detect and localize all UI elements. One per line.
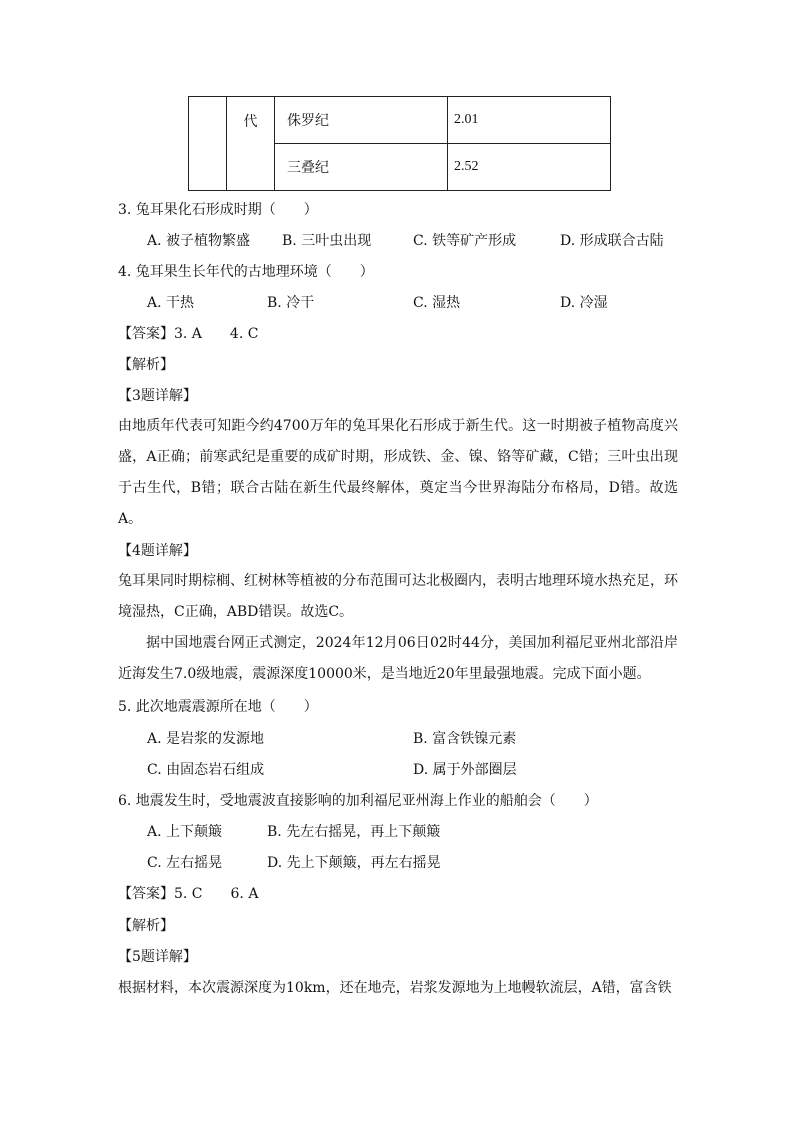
answer-line-2: 【答案】5. C 6. A (118, 886, 259, 902)
question-3-option-c: C. 铁等矿产形成 (413, 233, 517, 249)
question-6-option-d: D. 先上下颠簸，再左右摇晃 (267, 855, 441, 871)
table-cell-era (227, 97, 275, 191)
question-5-option-c: C. 由固态岩石组成 (147, 762, 265, 778)
answer-line-1: 【答案】3. A 4. C (118, 326, 259, 342)
question-3-option-a: A. 被子植物繁盛 (147, 233, 251, 249)
table-cell-period: 侏罗纪 (275, 97, 448, 144)
question-4-option-a: A. 干热 (147, 295, 195, 311)
material-paragraph: 据中国地震台网正式测定，2024年12月06日02时44分，美国加利福尼亚州北部沿岸近海发生7.0级地震，震源深度10000米，是当地近20年里最强地震。完成下面小题。 (118, 635, 678, 682)
geologic-time-table (188, 96, 611, 191)
question-6-option-c: C. 左右摇晃 (147, 855, 223, 871)
question-6-option-a: A. 上下颠簸 (147, 824, 223, 840)
table-cell-period: 三叠纪 (275, 144, 448, 191)
question-3-stem: 3. 兔耳果化石形成时期（ ） (118, 202, 318, 218)
detail-5-text: 根据材料，本次震源深度为10km，还在地壳，岩浆发源地为上地幔软流层，A错，富含铁 (118, 980, 672, 996)
detail-3-text: 由地质年代表可知距今约4700万年的兔耳果化石形成于新生代。这一时期被子植物高度兴盛，A正确；前寒武纪是重要的成矿时期，形成铁、金、镍、铬等矿藏，C错；三叶虫出现于古生代，B错；联合古陆在新生代最终解体，奠定当今世界海陆分布格局，D错。故选A。 (118, 418, 678, 527)
detail-3-heading: 【3题详解】 (118, 388, 197, 404)
question-3-option-d: D. 形成联合古陆 (560, 233, 664, 249)
table-cell-empty (189, 97, 227, 191)
question-4-stem: 4. 兔耳果生长年代的古地理环境（ ） (118, 264, 374, 280)
table-cell-value: 2.52 (448, 144, 611, 191)
detail-4-text: 兔耳果同时期棕榈、红树林等植被的分布范围可达北极圈内，表明古地理环境水热充足，环境湿热，C正确，ABD错误。故选C。 (118, 573, 678, 620)
question-4-option-d: D. 冷湿 (560, 295, 608, 311)
detail-5-heading: 【5题详解】 (118, 949, 197, 965)
question-3-option-b: B. 三叶虫出现 (282, 233, 372, 249)
analysis-heading-2: 【解析】 (118, 918, 174, 934)
analysis-heading-1: 【解析】 (118, 357, 174, 373)
question-5-option-a: A. 是岩浆的发源地 (147, 731, 265, 747)
question-5-stem: 5. 此次地震震源所在地（ ） (118, 699, 318, 715)
question-5-option-d: D. 属于外部圈层 (413, 762, 517, 778)
detail-4-heading: 【4题详解】 (118, 543, 197, 559)
era-suffix: 代 (243, 114, 258, 130)
question-4-option-b: B. 冷干 (267, 295, 315, 311)
table-row (189, 97, 611, 144)
table-cell-value: 2.01 (448, 97, 611, 144)
question-6-stem: 6. 地震发生时，受地震波直接影响的加利福尼亚州海上作业的船舶会（ ） (118, 793, 598, 809)
question-5-option-b: B. 富含铁镍元素 (413, 731, 517, 747)
question-6-option-b: B. 先左右摇晃，再上下颠簸 (267, 824, 441, 840)
question-4-option-c: C. 湿热 (413, 295, 461, 311)
